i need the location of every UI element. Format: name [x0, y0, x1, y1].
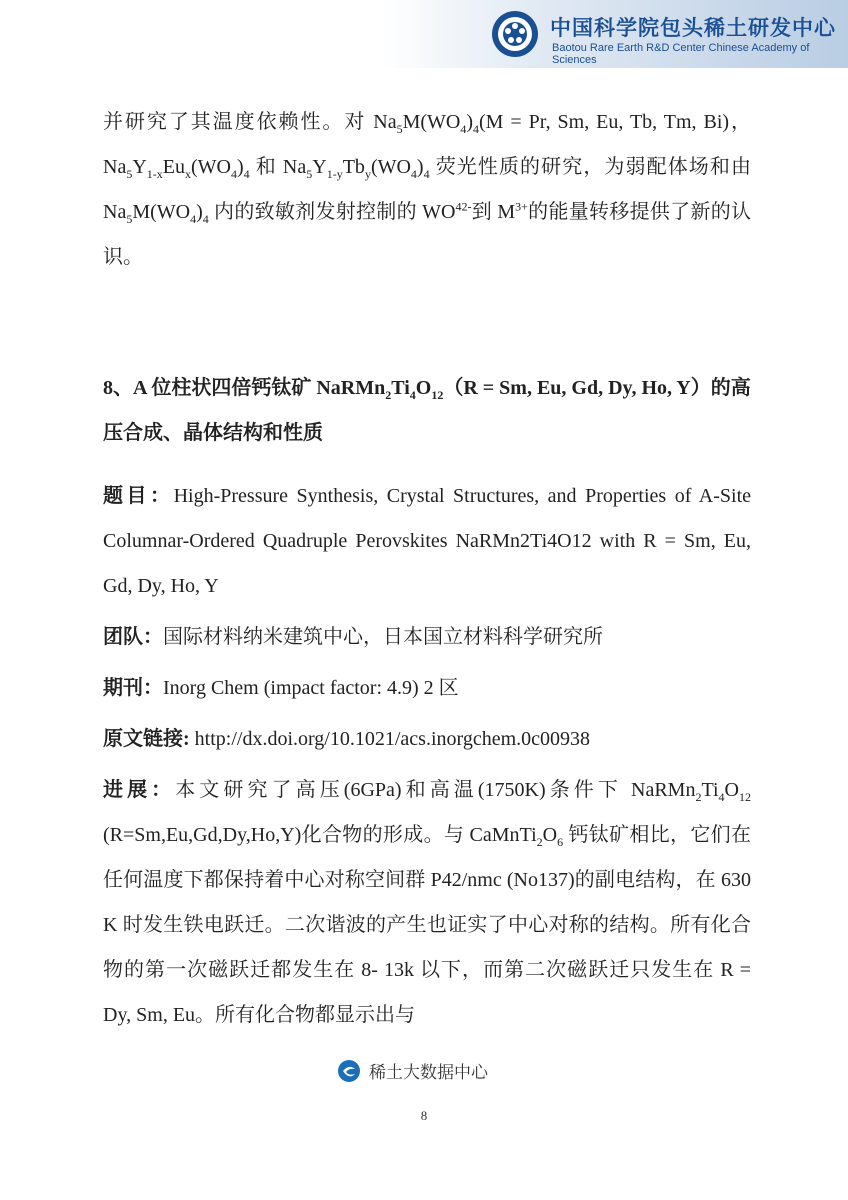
big-data-logo-icon — [337, 1059, 361, 1083]
link-paragraph — [103, 717, 751, 762]
progress-paragraph: 进展：本文研究了高压(6GPa)和高温(1750K)条件下 $NaRMn_2Ti_4O_{12}$ (R=Sm,Eu,Gd,Dy,Ho,Y)化合物的形成。与 $CaMnTi_2O_6$ 钙钛矿相比，它们在任何温度下都保持着中心对称空间群 P42/nmc (No137)的副电结构，在 630 K 时发生铁电跃迁。二次谐波的产生也证实了中心对称的结构。所有化合物的第一次磁跃迁都发生在 8- 13k 以下，而第二次磁跃迁只发生在 R = Dy, Sm, Eu。所有化合物都显示出与 — [103, 779, 751, 1026]
page-number: 8 — [420, 1108, 428, 1123]
journal-label: 期刊： — [103, 677, 163, 699]
journal-paragraph — [103, 666, 751, 711]
header-org-name-en: Baotou Rare Earth R&D Center Chinese Academy of Sciences — [552, 42, 810, 66]
team-paragraph — [103, 615, 751, 660]
doi-link[interactable]: http://dx.doi.org/10.1021/acs.inorgchem.0c00938 — [189, 728, 591, 750]
topic-value: High-Pressure Synthesis, Crystal Structures, and Properties of A-Site Columnar-Ordered Quadruple Perovskites NaRMn2Ti4O12 with R = Sm, Eu, Gd, Dy, Ho, Y — [103, 485, 752, 597]
progress-label: 进展： — [103, 779, 176, 801]
journal-value: Inorg Chem (impact factor: 4.9) 2 区 — [163, 677, 459, 699]
team-value: 国际材料纳米建筑中心，日本国立材料科学研究所 — [163, 626, 603, 648]
footer-brand — [337, 1058, 488, 1083]
page-header — [0, 0, 848, 68]
footer-brand-text: 稀土大数据中心 — [369, 1063, 488, 1083]
section-title: 8、A 位柱状四倍钙钛矿 $NaRMn_2Ti_4O_{12}(R = Sm$, Eu, Gd, Dy, Ho, Y）的高压合成、晶体结构和性质 — [103, 377, 751, 444]
topic-paragraph — [103, 474, 751, 609]
intro-paragraph-block — [103, 100, 751, 280]
team-label: 团队： — [103, 626, 163, 648]
link-label: 原文链接: — [103, 728, 190, 750]
header-org-name-cn: 中国科学院包头稀土研发中心 — [550, 15, 836, 40]
section-8 — [103, 366, 751, 1038]
intro-paragraph: 并研究了其温度依赖性。对 $Na_5M(WO_4)_4(M = Pr$, Sm, Eu, Tb, Tm, Bi)，$Na_5Y_{1-x}Eu_x(WO_4)_4$ 和 $Na_5Y_{1-y}Tb_y(WO_4)_4$ 荧光性质的研究，为弱配体场和由 $Na_5M(WO_4)_4$ 内的致敏剂发射控制的 $WO^{42-}$到 $M^{3+}$的能量转移提供了新的认识。 — [103, 111, 751, 268]
cas-logo-icon — [491, 10, 539, 58]
topic-label: 题目： — [103, 485, 174, 507]
